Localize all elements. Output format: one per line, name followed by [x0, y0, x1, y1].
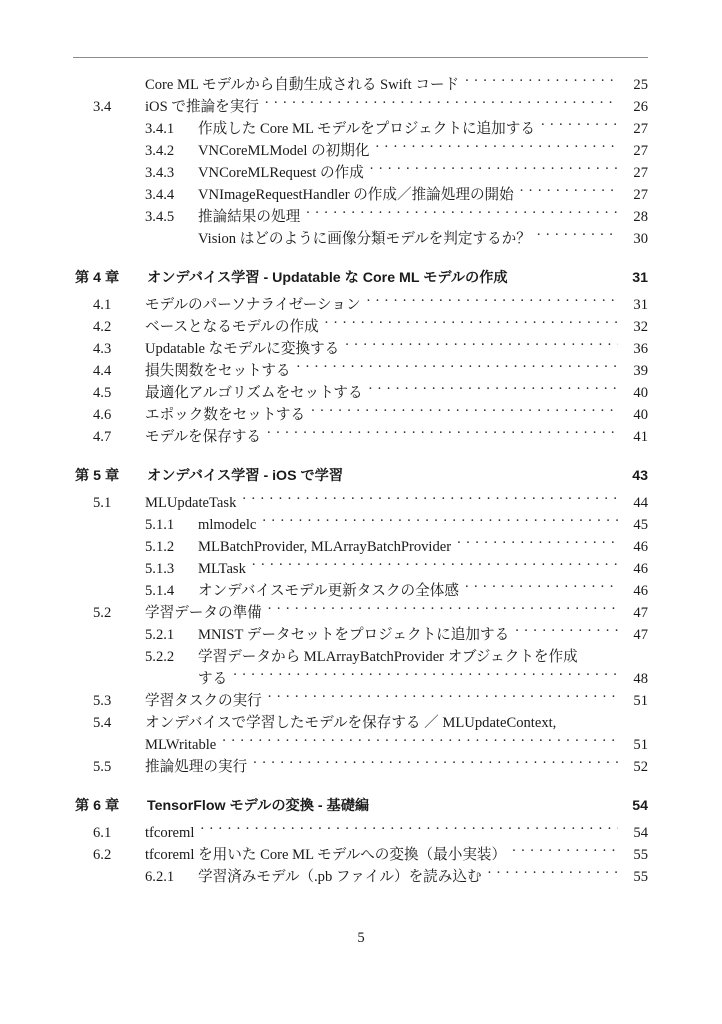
toc-entry-row[interactable]	[73, 206, 648, 228]
toc-entry-row[interactable]	[73, 734, 648, 756]
toc-dot-leader	[311, 404, 618, 419]
toc-entry-page-number: 27	[633, 187, 648, 203]
toc-entry-number: 5.2	[93, 605, 112, 621]
toc-entry-title: オンデバイス学習 - iOS で学習	[147, 468, 344, 484]
toc-entry-row[interactable]	[73, 338, 648, 360]
toc-entry-row[interactable]	[73, 162, 648, 184]
toc-entry-page-number: 28	[633, 209, 648, 225]
toc-dot-leader	[537, 228, 618, 243]
toc-entry-page-number: 31	[633, 297, 648, 313]
toc-entry-page-number: 44	[633, 495, 648, 511]
toc-dot-leader	[262, 514, 618, 529]
toc-entry-page-number: 27	[633, 121, 648, 137]
toc-entry-title: モデルを保存する	[145, 429, 262, 445]
toc-entry-number: 5.1	[93, 495, 112, 511]
toc-entry-title: ベースとなるモデルの作成	[145, 319, 319, 335]
toc-entry-row[interactable]	[73, 602, 648, 624]
toc-entry-page-number: 36	[633, 341, 648, 357]
toc-dot-leader	[222, 734, 618, 749]
toc-entry-title: Core ML モデルから自動生成される Swift コード	[145, 77, 460, 93]
toc-chapter-row[interactable]	[73, 794, 648, 818]
toc-dot-leader	[465, 74, 618, 89]
toc-entry-row[interactable]	[73, 360, 648, 382]
toc-dot-leader	[345, 338, 618, 353]
toc-entry-page-number: 41	[633, 429, 648, 445]
toc-entry-page-number: 51	[633, 693, 648, 709]
toc-entry-row[interactable]	[73, 690, 648, 712]
toc-entry-row[interactable]	[73, 822, 648, 844]
toc-entry-number: 6.2.1	[145, 869, 175, 885]
toc-entry-title: オンデバイスモデル更新タスクの全体感	[198, 583, 459, 599]
toc-entry-title: 学習データから MLArrayBatchProvider オブジェクトを作成	[198, 649, 578, 665]
toc-dot-leader	[349, 466, 618, 480]
toc-entry-page-number: 46	[633, 539, 648, 555]
toc-entry-title: mlmodelc	[198, 517, 257, 533]
toc-entry-page-number: 55	[633, 869, 648, 885]
toc-entry-row[interactable]	[73, 228, 648, 250]
toc-entry-number: 4.5	[93, 385, 112, 401]
toc-entry-row[interactable]	[73, 756, 648, 778]
toc-entry-row[interactable]	[73, 712, 648, 734]
toc-dot-leader	[512, 844, 618, 859]
toc-entry-number: 5.5	[93, 759, 112, 775]
toc-entry-number: 3.4.4	[145, 187, 175, 203]
toc-dot-leader	[367, 294, 618, 309]
toc-entry-number: 4.1	[93, 297, 112, 313]
toc-entry-title: 学習済みモデル（.pb ファイル）を読み込む	[198, 869, 482, 885]
toc-entry-row[interactable]	[73, 404, 648, 426]
toc-entry-number: 3.4.5	[145, 209, 175, 225]
toc-entry-title: VNCoreMLRequest の作成	[198, 165, 364, 181]
toc-entry-title: VNImageRequestHandler の作成／推論処理の開始	[198, 187, 514, 203]
toc-entry-page-number: 54	[632, 798, 648, 814]
toc-dot-leader	[457, 536, 618, 551]
toc-entry-title: tfcoreml	[145, 825, 195, 841]
toc-entry-number: 3.4.3	[145, 165, 175, 181]
toc-entry-title: モデルのパーソナライゼーション	[145, 297, 361, 313]
toc-entry-number: 5.1.1	[145, 517, 175, 533]
toc-entry-title: iOS で推論を実行	[145, 99, 259, 115]
toc-entry-title: MLWritable	[145, 737, 217, 753]
toc-entry-title: する	[198, 671, 228, 687]
toc-entry-row[interactable]	[73, 668, 648, 690]
toc-entry-row[interactable]	[73, 140, 648, 162]
toc-entry-number: 3.4	[93, 99, 112, 115]
toc-entry-title: 損失関数をセットする	[145, 363, 291, 379]
toc-entry-row[interactable]	[73, 74, 648, 96]
toc-entry-title: オンデバイス学習 - Updatable な Core ML モデルの作成	[147, 270, 508, 286]
toc-entry-title: エポック数をセットする	[145, 407, 306, 423]
toc-dot-leader	[584, 646, 618, 661]
toc-entry-page-number: 51	[633, 737, 648, 753]
toc-entry-row[interactable]	[73, 866, 648, 888]
toc-dot-leader	[562, 712, 618, 727]
toc-entry-page-number: 27	[633, 143, 648, 159]
toc-entry-title: MLBatchProvider, MLArrayBatchProvider	[198, 539, 452, 555]
toc-entry-title: VNCoreMLModel の初期化	[198, 143, 370, 159]
toc-entry-title: 作成した Core ML モデルをプロジェクトに追加する	[198, 121, 535, 137]
toc-entry-row[interactable]	[73, 184, 648, 206]
toc-dot-leader	[520, 184, 618, 199]
toc-chapter-row[interactable]	[73, 464, 648, 488]
toc-dot-leader	[268, 602, 618, 617]
toc-entry-row[interactable]	[73, 118, 648, 140]
toc-entry-page-number: 55	[633, 847, 648, 863]
toc-dot-leader	[488, 866, 618, 881]
toc-entry-page-number: 40	[633, 407, 648, 423]
toc-entry-number: 4.2	[93, 319, 112, 335]
toc-entry-title: TensorFlow モデルの変換 - 基礎編	[147, 798, 370, 814]
header-rule	[73, 57, 648, 58]
toc-entry-title: 推論処理の実行	[145, 759, 248, 775]
toc-entry-title: MNIST データセットをプロジェクトに追加する	[198, 627, 510, 643]
toc-entry-row[interactable]	[73, 558, 648, 580]
toc-dot-leader	[465, 580, 618, 595]
toc-entry-page-number: 30	[633, 231, 648, 247]
toc-entry-title: MLTask	[198, 561, 246, 577]
toc-entry-row[interactable]	[73, 646, 648, 668]
toc-entry-row[interactable]	[73, 844, 648, 866]
toc-entry-row[interactable]	[73, 624, 648, 646]
toc-entry-number: 6.1	[93, 825, 112, 841]
toc-dot-leader	[375, 796, 618, 810]
toc-entry-page-number: 39	[633, 363, 648, 379]
toc-entry-page-number: 40	[633, 385, 648, 401]
toc-entry-title: Updatable なモデルに変換する	[145, 341, 340, 357]
toc-entry-row[interactable]	[73, 580, 648, 602]
toc-dot-leader	[242, 492, 618, 507]
toc-entry-page-number: 45	[633, 517, 648, 533]
toc-entry-number: 4.4	[93, 363, 112, 379]
toc-dot-leader	[514, 268, 618, 282]
toc-dot-leader	[268, 690, 618, 705]
toc-dot-leader	[306, 206, 618, 221]
toc-entry-number: 第 6 章	[75, 798, 120, 814]
toc-entry-number: 4.6	[93, 407, 112, 423]
toc-dot-leader	[541, 118, 618, 133]
toc-dot-leader	[515, 624, 618, 639]
toc-entry-title: オンデバイスで学習したモデルを保存する ／ MLUpdateContext,	[145, 715, 557, 731]
toc-entry-row[interactable]	[73, 96, 648, 118]
page-number-folio: 5	[357, 930, 365, 946]
toc-dot-leader	[325, 316, 618, 331]
toc-entry-title: tfcoreml を用いた Core ML モデルへの変換（最小実装）	[145, 847, 507, 863]
table-of-contents	[73, 74, 648, 888]
toc-entry-page-number: 27	[633, 165, 648, 181]
toc-entry-row[interactable]	[73, 514, 648, 536]
toc-entry-number: 5.2.1	[145, 627, 175, 643]
toc-dot-leader	[253, 756, 618, 771]
toc-entry-page-number: 31	[632, 270, 648, 286]
toc-entry-number: 3.4.2	[145, 143, 175, 159]
toc-entry-number: 4.3	[93, 341, 112, 357]
toc-dot-leader	[252, 558, 618, 573]
toc-dot-leader	[375, 140, 618, 155]
toc-entry-title: 最適化アルゴリズムをセットする	[145, 385, 363, 401]
toc-entry-title: Vision はどのように画像分類モデルを判定するか？	[198, 231, 531, 247]
toc-entry-page-number: 54	[633, 825, 648, 841]
toc-entry-number: 5.1.4	[145, 583, 175, 599]
toc-entry-title: 推論結果の処理	[198, 209, 301, 225]
toc-dot-leader	[267, 426, 618, 441]
toc-entry-row[interactable]	[73, 536, 648, 558]
toc-entry-number: 第 4 章	[75, 270, 120, 286]
toc-dot-leader	[297, 360, 618, 375]
toc-entry-number: 5.1.3	[145, 561, 175, 577]
toc-entry-title: MLUpdateTask	[145, 495, 237, 511]
toc-chapter-row[interactable]	[73, 266, 648, 290]
toc-dot-leader	[265, 96, 618, 111]
toc-entry-number: 3.4.1	[145, 121, 175, 137]
toc-entry-number: 4.7	[93, 429, 112, 445]
toc-entry-number: 5.1.2	[145, 539, 175, 555]
toc-entry-page-number: 25	[633, 77, 648, 93]
toc-entry-row[interactable]	[73, 294, 648, 316]
toc-entry-number: 6.2	[93, 847, 112, 863]
toc-entry-page-number: 47	[633, 627, 648, 643]
toc-entry-number: 5.4	[93, 715, 112, 731]
toc-entry-page-number: 48	[633, 671, 648, 687]
toc-entry-number: 5.3	[93, 693, 112, 709]
toc-entry-page-number: 26	[633, 99, 648, 115]
toc-entry-page-number: 47	[633, 605, 648, 621]
toc-dot-leader	[233, 668, 618, 683]
toc-entry-title: 学習タスクの実行	[145, 693, 262, 709]
toc-entry-row[interactable]	[73, 426, 648, 448]
toc-dot-leader	[369, 382, 618, 397]
toc-entry-row[interactable]	[73, 492, 648, 514]
toc-entry-row[interactable]	[73, 316, 648, 338]
toc-dot-leader	[370, 162, 618, 177]
toc-entry-page-number: 52	[633, 759, 648, 775]
toc-entry-number: 5.2.2	[145, 649, 175, 665]
toc-entry-page-number: 46	[633, 583, 648, 599]
toc-dot-leader	[200, 822, 618, 837]
toc-entry-number: 第 5 章	[75, 468, 120, 484]
toc-entry-page-number: 43	[632, 468, 648, 484]
toc-entry-page-number: 46	[633, 561, 648, 577]
toc-entry-row[interactable]	[73, 382, 648, 404]
toc-entry-page-number: 32	[633, 319, 648, 335]
toc-entry-title: 学習データの準備	[145, 605, 262, 621]
